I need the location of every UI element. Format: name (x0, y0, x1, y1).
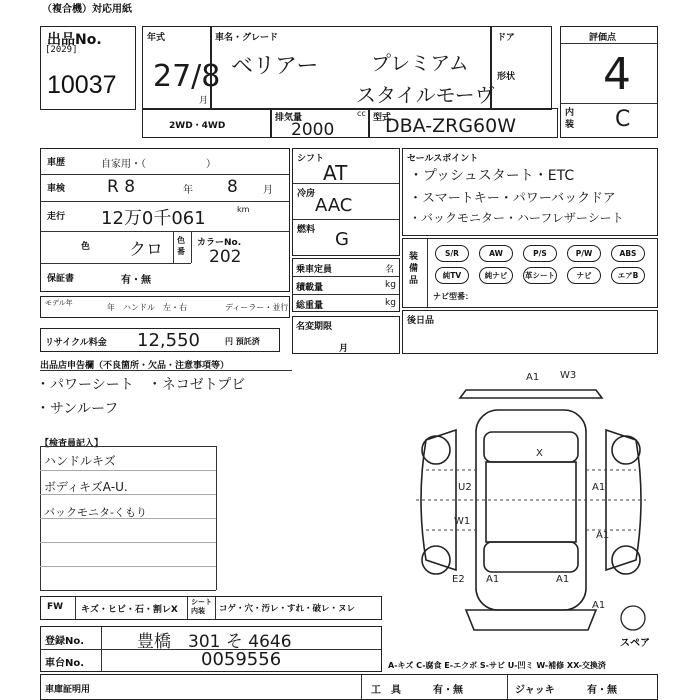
interior-value: C (615, 107, 631, 132)
warranty-label: 保証書 (47, 274, 75, 284)
mark-a1-front: A1 (592, 600, 606, 611)
lot-label: 出品No. (47, 32, 102, 48)
chassis-label: 車台No. (45, 658, 85, 669)
chassis-value: 0059556 (201, 649, 282, 670)
equip-tv: 純TV (435, 267, 469, 284)
spare-tire-icon (621, 606, 645, 630)
sales-point-2: ・スマートキー・パワーバックドア (409, 191, 616, 206)
mark-a1-left: A1 (486, 574, 500, 585)
seller-note-2: ・サンルーフ (36, 401, 119, 417)
recycle-label: リサイクル料金 (45, 338, 107, 348)
inspection-label: 車検 (47, 184, 66, 194)
vehicle-info-box (40, 148, 290, 292)
shape-label: 形状 (497, 72, 516, 82)
mileage-unit: km (237, 205, 250, 214)
jack-value: 有・無 (587, 685, 617, 696)
model-line-label: モデル年 (45, 299, 73, 307)
equip-navi: 純ナビ (479, 267, 513, 284)
lot-sub: [2029] (45, 45, 78, 55)
inspection-month-val: 8 (227, 177, 238, 197)
mark-u2: U2 (458, 482, 472, 493)
year-value: 27/8 (153, 59, 221, 94)
model-box (210, 26, 495, 110)
rear-goods-box (402, 310, 658, 354)
interior-label: 内装 (565, 108, 575, 130)
color-label: 色 (81, 242, 91, 252)
aircon-label: 冷房 (297, 189, 316, 199)
shift-value: AT (323, 161, 348, 185)
registration-label: 登録No. (45, 636, 85, 647)
type-box (368, 108, 558, 138)
mark-x: X (536, 448, 543, 459)
year-unit: 月 (199, 96, 209, 106)
cert-label: 車庫証明用 (45, 685, 91, 695)
sales-point-1: ・プッシュスタート・ETC (409, 168, 575, 184)
score-box (560, 26, 658, 138)
warranty-value: 有・無 (121, 275, 151, 286)
registration-value: 豊橋 301 そ 4646 (137, 632, 292, 652)
aircon-value: AAC (315, 195, 353, 216)
mark-a1-right2: A1 (596, 530, 610, 541)
mark-a1-bottom: A1 (556, 574, 570, 585)
color-no-label: カラーNo. (197, 238, 242, 248)
model-line-box (40, 296, 290, 318)
mark-a1-right: A1 (592, 482, 606, 493)
equip-pw: P/W (567, 245, 601, 262)
color-value: クロ (129, 240, 163, 260)
recycle-value: 12,550 (137, 330, 200, 351)
shift-box (292, 148, 400, 256)
door-box (490, 26, 552, 110)
history-label: 車歴 (47, 158, 66, 168)
damage-legend: A-キズ C-腐食 E-エクボ S-サビ U-凹ミ W-補修 XX-交換済 (388, 661, 606, 670)
load-unit: kg (385, 280, 396, 290)
equip-aw: AW (479, 245, 513, 262)
type-value: DBA-ZRG60W (385, 115, 517, 137)
lot-box (40, 26, 136, 110)
fuel-value: G (335, 229, 349, 250)
load-label: 積載量 (296, 283, 324, 293)
tools-label: 工 具 (371, 685, 401, 696)
model-name: ベリアー (231, 54, 319, 79)
mark-e2: E2 (452, 574, 465, 585)
equip-leather: 革シート (523, 267, 557, 284)
model-label: 車名・グレード (215, 33, 279, 43)
equip-ps: P/S (523, 245, 557, 262)
glass-label: FW (47, 602, 64, 612)
glass-row (40, 596, 382, 620)
spare-label: スペア (620, 638, 650, 649)
rear-goods-label: 後日品 (407, 316, 435, 326)
weight-label: 総重量 (296, 301, 324, 311)
inspector-note-1: ハンドルキズ (44, 454, 116, 468)
seat-text: コゲ・穴・汚レ・すれ・破レ・ヌレ (219, 604, 356, 614)
capacity-box (292, 258, 400, 312)
recycle-box (40, 328, 280, 352)
weight-unit: kg (385, 298, 396, 308)
mark-w3: W3 (560, 370, 577, 381)
navi-model-label: ナビ型番： (433, 292, 473, 301)
mark-w1: W1 (454, 516, 471, 527)
registration-box (40, 626, 382, 672)
name-change-box (292, 316, 400, 354)
fuel-label: 燃料 (297, 225, 316, 235)
inspector-note-3: バックモニタ-くもり (44, 506, 147, 519)
displacement-box (270, 108, 370, 138)
inspection-year: 年 (183, 185, 193, 196)
header-text: （複合機）対応用紙 (42, 4, 132, 15)
mileage-label: 走行 (47, 212, 66, 222)
model-line-dealer: ディーラー・並行 (225, 303, 289, 312)
color-number-label: 色番 (177, 236, 185, 256)
riders-unit: 名 (385, 265, 395, 275)
seat-label: シート内装 (191, 598, 212, 615)
score-value: 4 (603, 49, 631, 100)
inspection-month: 月 (263, 185, 273, 196)
inspection-value: R 8 (107, 177, 136, 197)
model-line-handle: 年 ハンドル 左・右 (107, 303, 187, 312)
lot-number: 10037 (47, 71, 117, 99)
equip-sr: S/R (435, 245, 469, 262)
sales-points-label: セールスポイント (407, 154, 479, 164)
tools-value: 有・無 (433, 685, 463, 696)
shift-label: シフト (297, 154, 325, 164)
equipment-box (402, 238, 658, 308)
mark-a1-top: A1 (526, 372, 540, 383)
name-change-unit: 月 (339, 344, 349, 354)
seller-notes-label: 出品店申告欄（不良箇所・欠品・注意事項等） (40, 361, 230, 371)
recycle-unit: 円 預託済 (225, 337, 260, 346)
equip-airbag: エアB (611, 267, 645, 284)
score-label: 評価点 (589, 33, 617, 43)
history-value: 自家用・（ ） (101, 159, 216, 170)
riders-label: 乗車定員 (296, 265, 333, 275)
sales-point-3: ・バックモニター・ハーフレザーシート (409, 211, 624, 225)
inspector-label: 【検査員記入】 (40, 439, 104, 449)
bottom-row (40, 674, 658, 700)
name-change-label: 名変期限 (296, 322, 333, 332)
displacement-unit: cc (357, 109, 366, 118)
door-label: ドア (497, 33, 515, 43)
car-diagram (396, 360, 666, 660)
model-grade: プレミアム (371, 51, 469, 75)
sales-points-box (402, 148, 658, 236)
equipment-label: 装備品 (409, 252, 419, 286)
displacement-value: 2000 (291, 120, 335, 140)
glass-text: キズ・ヒビ・石・割レX (81, 605, 178, 615)
jack-label: ジャッキ (515, 685, 555, 696)
color-no: 202 (209, 247, 242, 267)
equip-abs: ABS (611, 245, 645, 262)
year-box (142, 26, 221, 110)
equip-navi2: ナビ (567, 267, 601, 284)
drive-label: 2WD・4WD (169, 121, 226, 131)
mileage-value: 12万0千061 (101, 208, 206, 229)
year-label: 年式 (147, 33, 166, 43)
seller-note-1: ・パワーシート ・ネコゼトプビ (36, 377, 246, 393)
drive-box (142, 108, 272, 138)
model-style: スタイルモーヴ (356, 83, 495, 107)
type-label: 型式 (373, 113, 392, 123)
displacement-label: 排気量 (275, 113, 303, 123)
inspector-note-2: ボディキズA-U. (44, 480, 128, 494)
